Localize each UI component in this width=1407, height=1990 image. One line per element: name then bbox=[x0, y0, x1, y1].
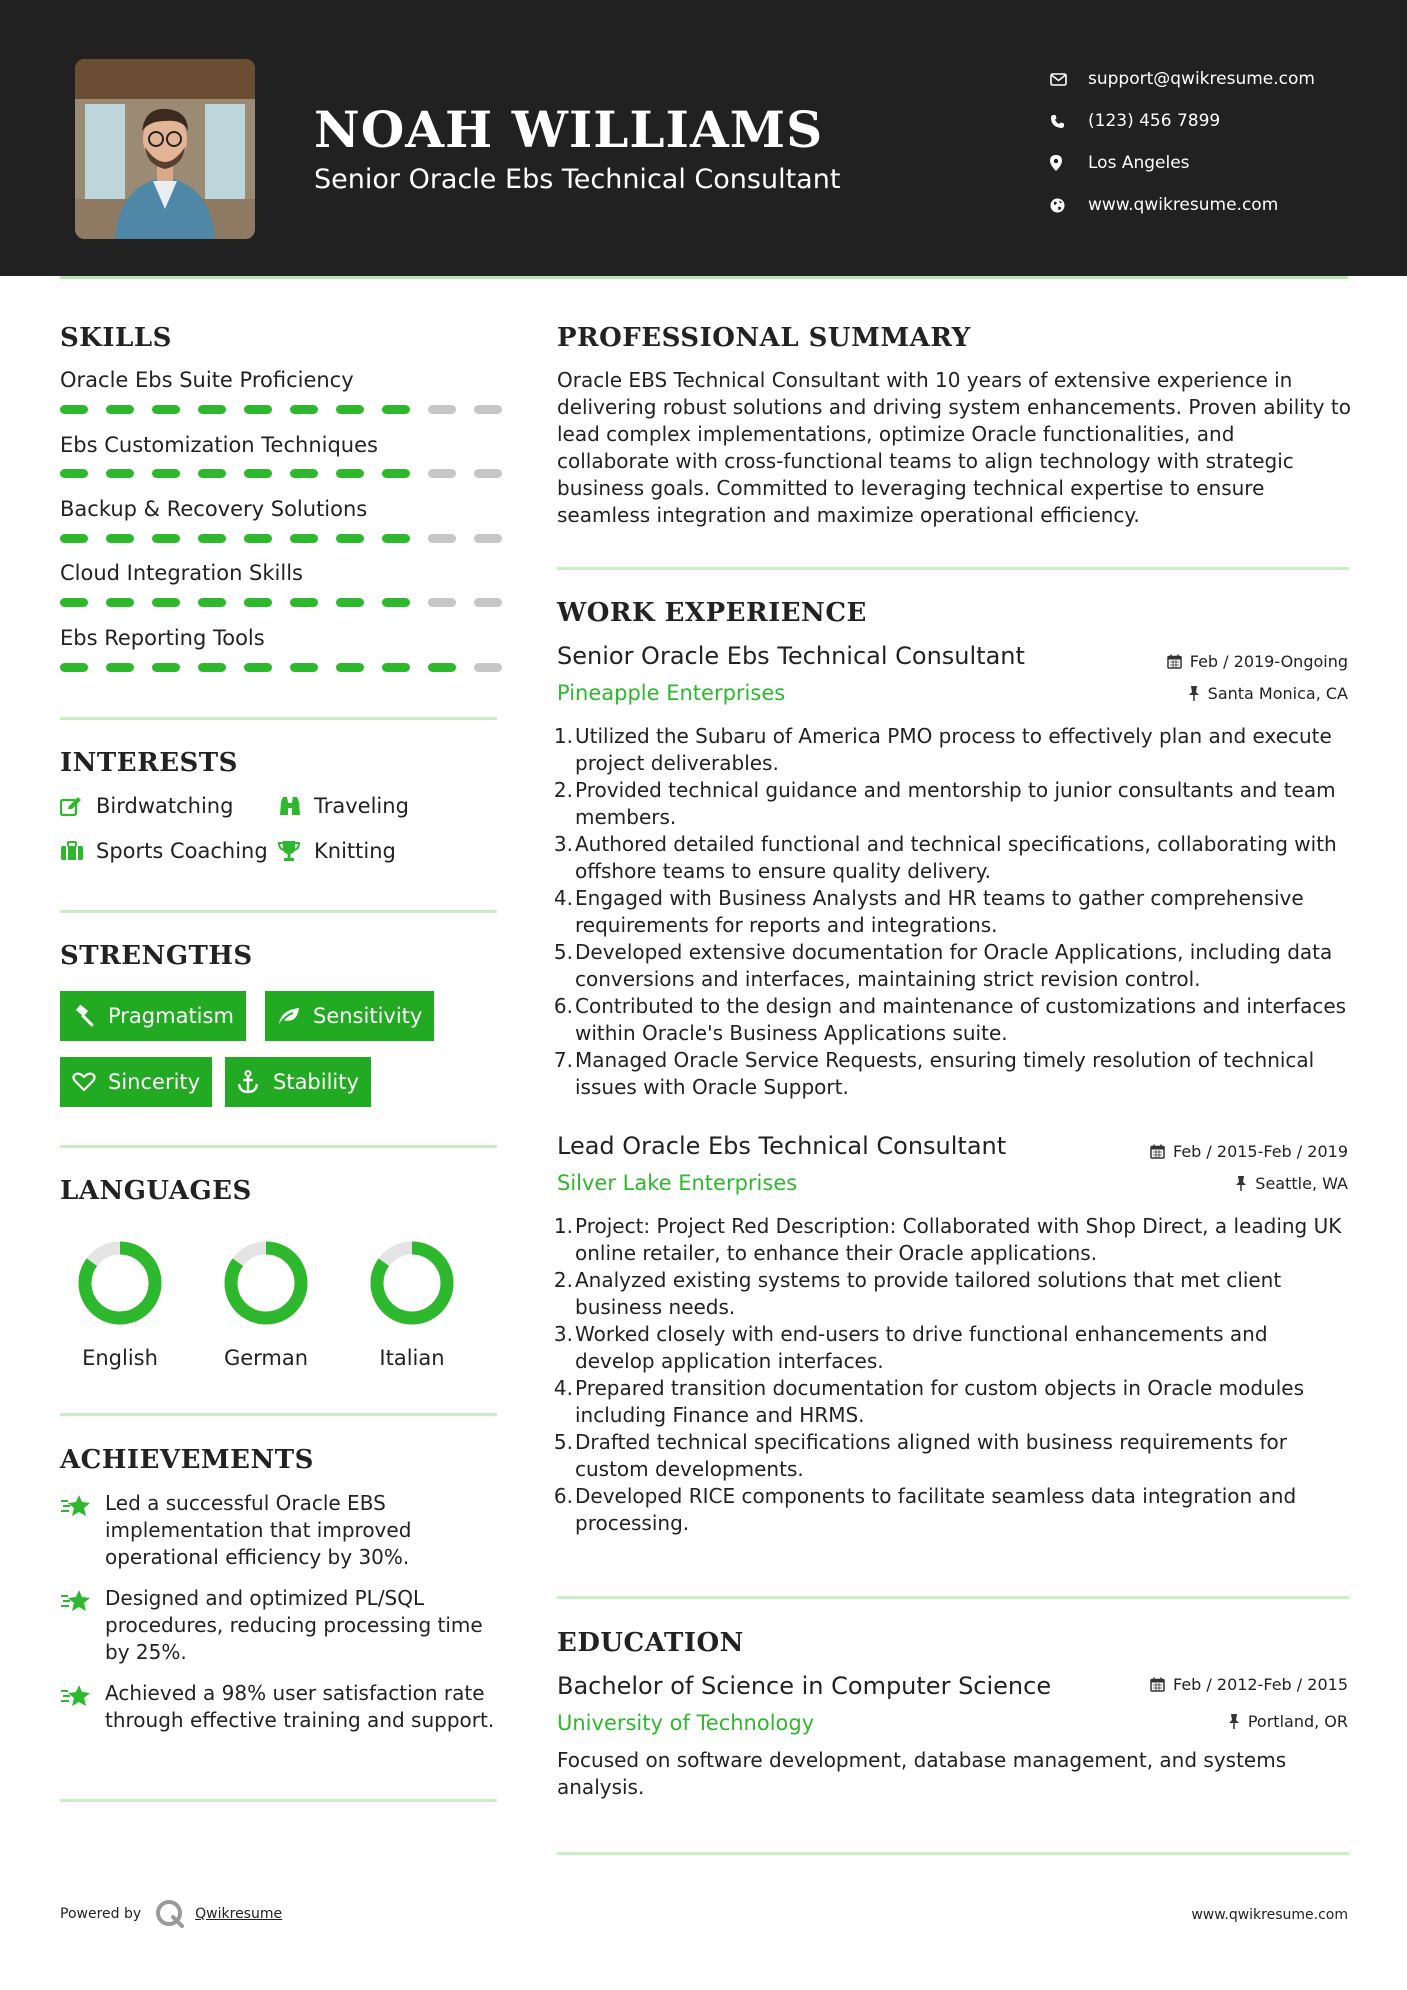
section-divider bbox=[60, 717, 497, 720]
education-school: University of Technology bbox=[557, 1711, 815, 1735]
globe-icon bbox=[1050, 198, 1088, 213]
rating-dash-filled bbox=[60, 405, 88, 414]
rating-dash-filled bbox=[382, 405, 410, 414]
achievement-item bbox=[60, 1585, 500, 1666]
job-bullet-text: Analyzed existing systems to provide tailored solutions that met client business needs. bbox=[575, 1268, 1282, 1319]
education-date-text: Feb / 2012-Feb / 2015 bbox=[1173, 1675, 1348, 1694]
achievement-text: Achieved a 98% user satisfaction rate through effective training and support. bbox=[105, 1681, 495, 1732]
skill-rating bbox=[60, 405, 502, 414]
achievement-item bbox=[60, 1680, 500, 1734]
job-bullet: 1. Utilized the Subaru of America PMO process to effectively plan and execute project deliverables. bbox=[553, 724, 1332, 775]
job-location-text: Seattle, WA bbox=[1255, 1174, 1348, 1193]
skill-rating bbox=[60, 598, 502, 607]
rating-dash-filled bbox=[106, 598, 134, 607]
rating-dash-filled bbox=[336, 405, 364, 414]
contact-list bbox=[1050, 58, 1315, 226]
contact-location bbox=[1050, 142, 1315, 184]
skill-rating bbox=[60, 534, 502, 543]
rating-dash-filled bbox=[290, 598, 318, 607]
rating-dash-filled bbox=[244, 598, 272, 607]
rating-dash-filled bbox=[198, 405, 226, 414]
rating-dash-filled bbox=[244, 663, 272, 672]
section-divider bbox=[557, 1852, 1349, 1855]
calendar-icon bbox=[1150, 1144, 1165, 1159]
job-bullet-text: Drafted technical specifications aligned with business requirements for custom developments. bbox=[575, 1430, 1287, 1481]
job-bullet: 2. Provided technical guidance and mentorship to junior consultants and team members. bbox=[553, 778, 1336, 829]
section-divider bbox=[60, 910, 497, 913]
contact-phone[interactable] bbox=[1050, 100, 1315, 142]
job-bullet: 5. Developed extensive documentation for Oracle Applications, including data conversions and interfaces, maintaining strict revision control. bbox=[553, 940, 1333, 991]
education-location-text: Portland, OR bbox=[1247, 1712, 1348, 1731]
rating-dash-filled bbox=[244, 405, 272, 414]
calendar-icon bbox=[1167, 654, 1182, 669]
section-divider bbox=[60, 1145, 497, 1148]
rating-dash-empty bbox=[474, 469, 502, 478]
achievement-text: Designed and optimized PL/SQL procedures, reducing processing time by 25%. bbox=[105, 1586, 483, 1664]
job-bullet-text: Provided technical guidance and mentorship to junior consultants and team members. bbox=[575, 778, 1336, 829]
job-bullets bbox=[553, 723, 1353, 1101]
job-title: Senior Oracle Ebs Technical Consultant bbox=[557, 642, 1025, 670]
rating-dash-empty bbox=[474, 534, 502, 543]
job-bullet: 4. Prepared transition documentation for custom objects in Oracle modules including Finance and HRMS. bbox=[553, 1376, 1305, 1427]
rating-dash-filled bbox=[198, 534, 226, 543]
education-degree: Bachelor of Science in Computer Science bbox=[557, 1672, 1052, 1700]
job-bullet: 6. Contributed to the design and maintenance of customizations and interfaces within Oracle's Business Applications suite. bbox=[553, 994, 1347, 1045]
star-icon bbox=[60, 1585, 105, 1666]
experience-heading: WORK EXPERIENCE bbox=[557, 598, 867, 628]
summary-heading: PROFESSIONAL SUMMARY bbox=[557, 323, 971, 353]
job-location bbox=[1235, 1174, 1348, 1193]
job-bullet: 3. Worked closely with end-users to drive functional enhancements and develop application interfaces. bbox=[553, 1322, 1268, 1373]
trophy-icon bbox=[278, 840, 314, 862]
footer-url[interactable]: www.qwikresume.com bbox=[1191, 1907, 1348, 1923]
rating-dash-filled bbox=[198, 598, 226, 607]
job-company: Silver Lake Enterprises bbox=[557, 1171, 798, 1195]
pushpin-icon bbox=[1188, 686, 1200, 701]
rating-dash-empty bbox=[428, 469, 456, 478]
strength-label: Sincerity bbox=[108, 1070, 201, 1094]
interest-item bbox=[278, 794, 409, 818]
edit-icon bbox=[60, 796, 96, 816]
language-donut bbox=[367, 1238, 457, 1328]
contact-email[interactable] bbox=[1050, 58, 1315, 100]
section-divider bbox=[60, 1413, 497, 1416]
job-bullet-text: Managed Oracle Service Requests, ensuring timely resolution of technical issues with Oracle Support. bbox=[575, 1048, 1315, 1099]
job-bullet: 4. Engaged with Business Analysts and HR teams to gather comprehensive requirements for reports and integrations. bbox=[553, 886, 1304, 937]
rating-dash-filled bbox=[382, 469, 410, 478]
strength-label: Sensitivity bbox=[313, 1004, 423, 1028]
footer-powered-by bbox=[60, 1899, 282, 1929]
interest-label: Knitting bbox=[314, 839, 396, 863]
rating-dash-filled bbox=[336, 534, 364, 543]
job-bullet: 3. Authored detailed functional and technical specifications, collaborating with offshore teams to ensure quality delivery. bbox=[553, 832, 1337, 883]
section-divider bbox=[60, 1799, 497, 1802]
rating-dash-empty bbox=[428, 534, 456, 543]
envelope-icon bbox=[1050, 73, 1088, 86]
rating-dash-filled bbox=[382, 534, 410, 543]
skill-name: Oracle Ebs Suite Proficiency bbox=[60, 368, 354, 392]
strength-badge bbox=[265, 991, 434, 1041]
candidate-title: Senior Oracle Ebs Technical Consultant bbox=[314, 164, 841, 195]
skills-heading: SKILLS bbox=[60, 323, 172, 353]
education-location bbox=[1228, 1712, 1348, 1731]
skill-rating bbox=[60, 663, 502, 672]
calendar-icon bbox=[1150, 1677, 1165, 1692]
job-bullet-text: Prepared transition documentation for custom objects in Oracle modules including Finance and HRMS. bbox=[575, 1376, 1305, 1427]
rating-dash-filled bbox=[244, 534, 272, 543]
rating-dash-empty bbox=[428, 405, 456, 414]
phone-icon bbox=[1050, 114, 1088, 129]
resume-header bbox=[0, 0, 1407, 276]
education-description: Focused on software development, database management, and systems analysis. bbox=[557, 1748, 1287, 1799]
skill-name: Cloud Integration Skills bbox=[60, 561, 303, 585]
skill-name: Ebs Customization Techniques bbox=[60, 433, 378, 457]
skill-rating bbox=[60, 469, 502, 478]
job-bullet-text: Developed extensive documentation for Oracle Applications, including data conversions and interfaces, maintaining strict revision control. bbox=[575, 940, 1333, 991]
job-bullet-text: Project: Project Red Description: Collaborated with Shop Direct, a leading UK online retailer, to enhance their Oracle applications. bbox=[575, 1214, 1342, 1265]
rating-dash-filled bbox=[152, 663, 180, 672]
job-bullet-text: Contributed to the design and maintenance of customizations and interfaces within Oracle's Business Applications suite. bbox=[575, 994, 1347, 1045]
leaf-icon bbox=[277, 1006, 313, 1026]
rating-dash-filled bbox=[290, 469, 318, 478]
interest-label: Traveling bbox=[314, 794, 409, 818]
job-date bbox=[1167, 652, 1348, 671]
strength-badge bbox=[60, 1057, 212, 1107]
language-item bbox=[60, 1238, 180, 1370]
rating-dash-empty bbox=[474, 663, 502, 672]
rating-dash-filled bbox=[106, 405, 134, 414]
rating-dash-filled bbox=[60, 534, 88, 543]
briefcase-icon bbox=[60, 841, 96, 861]
rating-dash-filled bbox=[244, 469, 272, 478]
heart-icon bbox=[72, 1072, 108, 1092]
job-location-text: Santa Monica, CA bbox=[1207, 684, 1348, 703]
rating-dash-filled bbox=[152, 598, 180, 607]
job-company: Pineapple Enterprises bbox=[557, 681, 786, 705]
rating-dash-filled bbox=[152, 405, 180, 414]
gavel-icon bbox=[72, 1005, 108, 1027]
rating-dash-empty bbox=[474, 405, 502, 414]
skill-name: Ebs Reporting Tools bbox=[60, 626, 265, 650]
job-bullet-text: Utilized the Subaru of America PMO process to effectively plan and execute project deliverables. bbox=[575, 724, 1332, 775]
star-icon bbox=[60, 1680, 105, 1734]
job-bullet: 6. Developed RICE components to facilitate seamless data integration and processing. bbox=[553, 1484, 1297, 1535]
section-divider bbox=[557, 567, 1349, 570]
contact-website[interactable] bbox=[1050, 184, 1315, 226]
job-title: Lead Oracle Ebs Technical Consultant bbox=[557, 1132, 1007, 1160]
powered-by-label: Powered by bbox=[60, 1906, 142, 1922]
profile-photo bbox=[75, 59, 255, 239]
rating-dash-filled bbox=[382, 663, 410, 672]
interests-heading: INTERESTS bbox=[60, 748, 238, 778]
strength-badge bbox=[60, 991, 246, 1041]
contact-email-text: support@qwikresume.com bbox=[1088, 69, 1315, 89]
job-bullet-text: Authored detailed functional and technical specifications, collaborating with offshore teams to ensure quality delivery. bbox=[575, 832, 1337, 883]
language-item bbox=[206, 1238, 326, 1370]
job-bullets bbox=[553, 1213, 1353, 1537]
job-bullet: 1. Project: Project Red Description: Collaborated with Shop Direct, a leading UK online retailer, to enhance their Oracle applications. bbox=[553, 1214, 1342, 1265]
rating-dash-filled bbox=[60, 598, 88, 607]
contact-phone-text: (123) 456 7899 bbox=[1088, 111, 1221, 131]
pushpin-icon bbox=[1228, 1714, 1240, 1729]
job-bullet-text: Engaged with Business Analysts and HR teams to gather comprehensive requirements for reports and integrations. bbox=[575, 886, 1304, 937]
job-bullet-text: Developed RICE components to facilitate seamless data integration and processing. bbox=[575, 1484, 1297, 1535]
map-marker-icon bbox=[1050, 155, 1088, 171]
rating-dash-filled bbox=[60, 469, 88, 478]
section-divider bbox=[557, 1596, 1349, 1599]
rating-dash-filled bbox=[152, 469, 180, 478]
achievement-text: Led a successful Oracle EBS implementation that improved operational efficiency by 30%. bbox=[105, 1491, 412, 1569]
interest-item bbox=[60, 839, 268, 863]
rating-dash-filled bbox=[106, 534, 134, 543]
contact-website-text: www.qwikresume.com bbox=[1088, 195, 1279, 215]
language-name: German bbox=[223, 1346, 309, 1370]
rating-dash-filled bbox=[290, 663, 318, 672]
strength-badge bbox=[225, 1057, 371, 1107]
strength-label: Stability bbox=[273, 1070, 359, 1094]
anchor-icon bbox=[237, 1070, 273, 1094]
rating-dash-filled bbox=[152, 534, 180, 543]
rating-dash-filled bbox=[382, 598, 410, 607]
job-date-text: Feb / 2019-Ongoing bbox=[1189, 652, 1348, 671]
qwikresume-logo-icon bbox=[155, 1899, 185, 1929]
rating-dash-filled bbox=[290, 405, 318, 414]
contact-location-text: Los Angeles bbox=[1088, 153, 1190, 173]
achievements-heading: ACHIEVEMENTS bbox=[60, 1445, 314, 1475]
rating-dash-filled bbox=[60, 663, 88, 672]
candidate-name: NOAH WILLIAMS bbox=[314, 100, 824, 159]
job-date-text: Feb / 2015-Feb / 2019 bbox=[1173, 1142, 1348, 1161]
achievement-item bbox=[60, 1490, 500, 1571]
language-item bbox=[352, 1238, 472, 1370]
rating-dash-filled bbox=[336, 663, 364, 672]
rating-dash-filled bbox=[106, 469, 134, 478]
job-bullet: 5. Drafted technical specifications aligned with business requirements for custom developments. bbox=[553, 1430, 1287, 1481]
job-bullet: 2. Analyzed existing systems to provide tailored solutions that met client business needs. bbox=[553, 1268, 1282, 1319]
strength-label: Pragmatism bbox=[108, 1004, 234, 1028]
rating-dash-filled bbox=[198, 663, 226, 672]
summary-text: Oracle EBS Technical Consultant with 10 years of extensive experience in delivering robust solutions and driving system enhancements. Proven ability to lead complex implementations, optimize Oracle functionalities, and collaborate with cross-functional teams to align technology with strategic business goals. Committed to leveraging technical expertise to ensure seamless integration and maximize operational efficiency. bbox=[557, 368, 1351, 527]
interest-label: Sports Coaching bbox=[96, 839, 268, 863]
rating-dash-filled bbox=[428, 663, 456, 672]
skill-name: Backup & Recovery Solutions bbox=[60, 497, 368, 521]
job-bullet-text: Worked closely with end-users to drive functional enhancements and develop application interfaces. bbox=[575, 1322, 1268, 1373]
strengths-heading: STRENGTHS bbox=[60, 941, 253, 971]
rating-dash-filled bbox=[336, 469, 364, 478]
header-divider bbox=[60, 276, 1348, 279]
job-date bbox=[1150, 1142, 1348, 1161]
rating-dash-filled bbox=[290, 534, 318, 543]
pushpin-icon bbox=[1235, 1176, 1247, 1191]
education-date bbox=[1150, 1675, 1348, 1694]
languages-heading: LANGUAGES bbox=[60, 1176, 252, 1206]
language-name: Italian bbox=[379, 1346, 445, 1370]
job-location bbox=[1188, 684, 1348, 703]
education-heading: EDUCATION bbox=[557, 1628, 744, 1658]
rating-dash-filled bbox=[198, 469, 226, 478]
qwikresume-link[interactable]: Qwikresume bbox=[195, 1906, 283, 1922]
interest-item bbox=[60, 794, 233, 818]
rating-dash-empty bbox=[474, 598, 502, 607]
rating-dash-filled bbox=[106, 663, 134, 672]
star-icon bbox=[60, 1490, 105, 1571]
language-donut bbox=[75, 1238, 165, 1328]
interest-item bbox=[278, 839, 396, 863]
language-name: English bbox=[82, 1346, 158, 1370]
language-donut bbox=[221, 1238, 311, 1328]
rating-dash-empty bbox=[428, 598, 456, 607]
job-bullet: 7. Managed Oracle Service Requests, ensuring timely resolution of technical issues with Oracle Support. bbox=[553, 1048, 1315, 1099]
rating-dash-filled bbox=[336, 598, 364, 607]
interest-label: Birdwatching bbox=[96, 794, 234, 818]
binoculars-icon bbox=[278, 796, 314, 816]
